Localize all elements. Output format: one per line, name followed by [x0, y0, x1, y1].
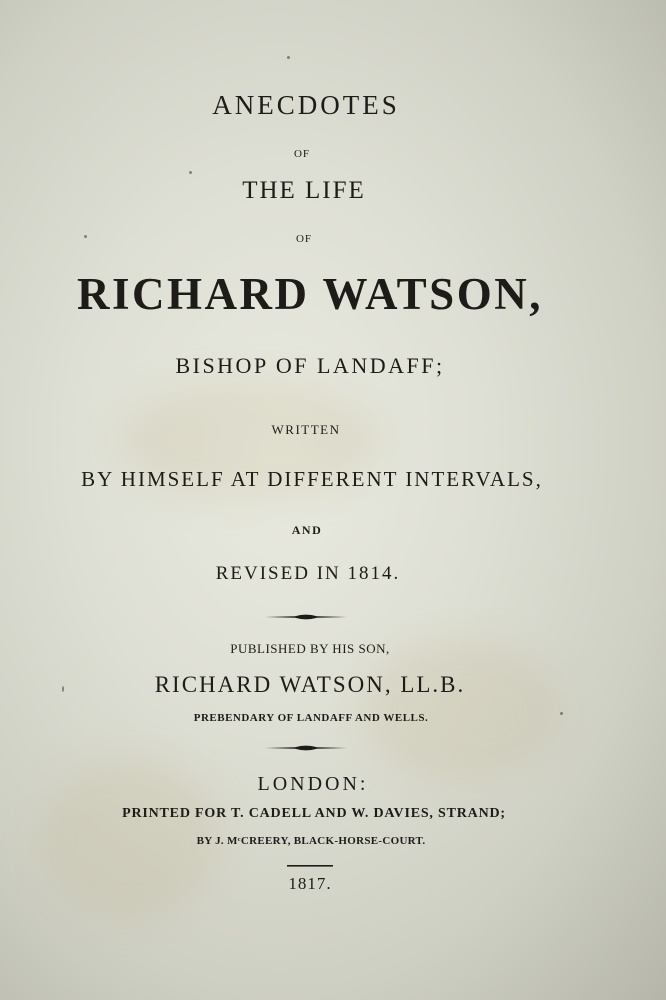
imprint-publishers: PRINTED FOR T. CADELL AND W. DAVIES, STRAND;: [122, 806, 506, 821]
subject-title: BISHOP OF LANDAFF;: [175, 353, 445, 378]
title-anecdotes: ANECDOTES: [212, 90, 400, 120]
connector-of: OF: [293, 148, 311, 160]
editor-name: RICHARD WATSON, LL.B.: [154, 672, 466, 697]
written-label: WRITTEN: [271, 422, 341, 437]
short-rule: [287, 864, 333, 868]
imprint-place: LONDON:: [257, 773, 369, 795]
paper-stain: [360, 640, 560, 780]
authorship-line: BY HIMSELF AT DIFFERENT INTERVALS,: [81, 467, 543, 491]
paper-speck: [287, 56, 290, 59]
title-the-life: THE LIFE: [242, 177, 366, 204]
paper-speck: [189, 171, 192, 174]
revision-line: REVISED IN 1814.: [215, 563, 401, 584]
imprint-year: 1817.: [288, 874, 332, 893]
connector-of: OF: [295, 233, 313, 245]
ornamental-rule: [265, 743, 347, 753]
connector-and: AND: [291, 523, 323, 537]
imprint-printer: BY J. MᶜCREERY, BLACK-HORSE-COURT.: [196, 835, 426, 847]
ornamental-rule: [265, 612, 347, 622]
publisher-credit: PUBLISHED BY HIS SON,: [230, 641, 390, 656]
subject-name: RICHARD WATSON,: [77, 269, 543, 319]
editor-title: PREBENDARY OF LANDAFF AND WELLS.: [193, 712, 429, 724]
